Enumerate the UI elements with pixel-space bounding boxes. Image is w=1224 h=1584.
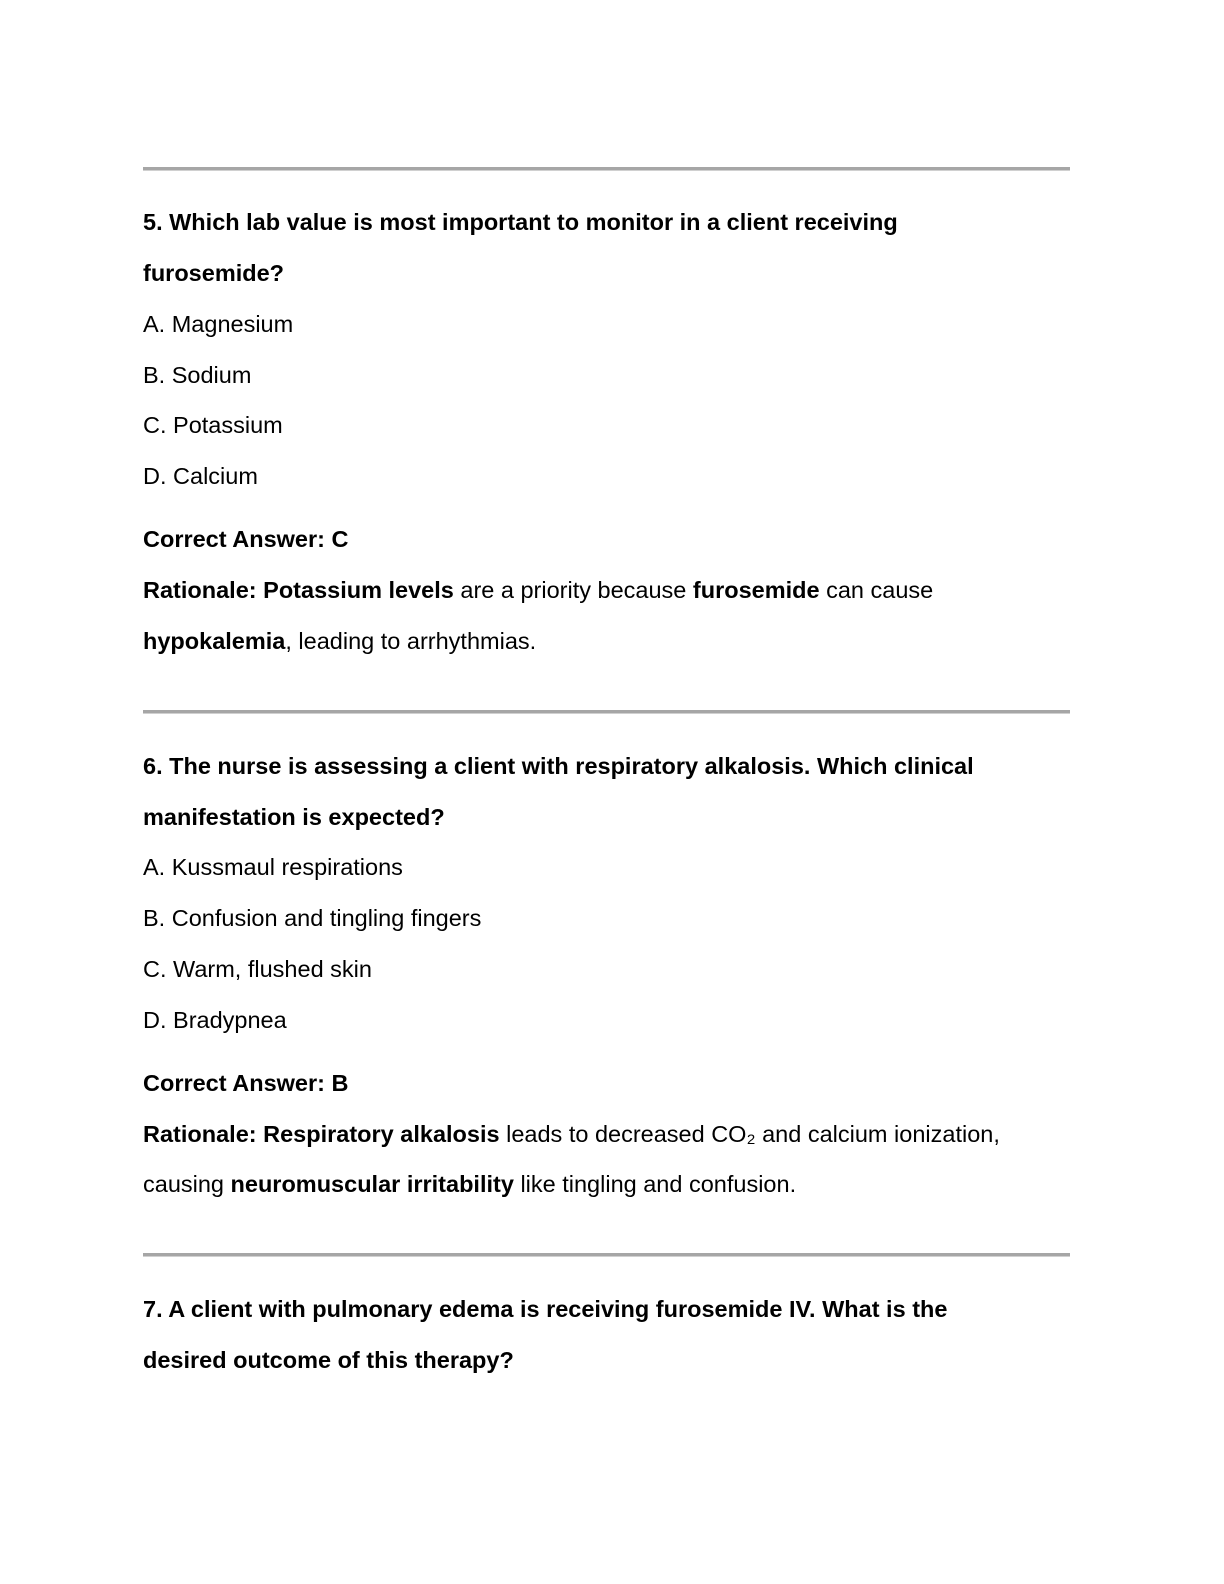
rationale-text: , leading to arrhythmias. bbox=[285, 628, 537, 654]
rationale-text: causing bbox=[143, 1171, 231, 1197]
rationale-text: leads to decreased CO₂ and calcium ionization, bbox=[499, 1121, 1000, 1147]
rationale-label: Rationale: bbox=[143, 1121, 257, 1147]
q6-rationale-line1 bbox=[143, 1119, 1000, 1149]
q7-question-line2: desired outcome of this therapy? bbox=[143, 1347, 514, 1373]
rationale-term: neuromuscular irritability bbox=[230, 1171, 514, 1197]
rationale-label: Rationale: bbox=[143, 577, 257, 603]
divider bbox=[143, 1253, 1070, 1256]
q6-question-line2: manifestation is expected? bbox=[143, 804, 445, 830]
rationale-term: Respiratory alkalosis bbox=[263, 1121, 500, 1147]
divider bbox=[143, 710, 1070, 713]
q5-rationale-line1 bbox=[143, 575, 933, 605]
rationale-text: are a priority because bbox=[453, 577, 693, 603]
q6-option-d: D. Bradypnea bbox=[143, 1007, 287, 1033]
q5-correct-answer: Correct Answer: C bbox=[143, 526, 349, 552]
rationale-term: furosemide bbox=[692, 577, 820, 603]
q5-question-line2: furosemide? bbox=[143, 260, 285, 286]
q5-option-d: D. Calcium bbox=[143, 463, 258, 489]
divider bbox=[143, 167, 1070, 170]
rationale-text: like tingling and confusion. bbox=[513, 1171, 797, 1197]
q7-question-line1: 7. A client with pulmonary edema is receiving furosemide IV. What is the bbox=[143, 1296, 948, 1322]
q6-option-c: C. Warm, flushed skin bbox=[143, 956, 372, 982]
q6-correct-answer: Correct Answer: B bbox=[143, 1070, 349, 1096]
q6-rationale-line2 bbox=[143, 1169, 796, 1199]
rationale-text: can cause bbox=[819, 577, 934, 603]
q5-option-b: B. Sodium bbox=[143, 362, 252, 388]
rationale-term: hypokalemia bbox=[143, 628, 286, 654]
q5-option-a: A. Magnesium bbox=[143, 311, 294, 337]
q5-option-c: C. Potassium bbox=[143, 412, 283, 438]
rationale-term: Potassium levels bbox=[263, 577, 454, 603]
q6-question-line1: 6. The nurse is assessing a client with respiratory alkalosis. Which clinical bbox=[143, 753, 974, 779]
q6-option-b: B. Confusion and tingling fingers bbox=[143, 905, 482, 931]
q6-option-a: A. Kussmaul respirations bbox=[143, 854, 403, 880]
q5-question-line1: 5. Which lab value is most important to monitor in a client receiving bbox=[143, 209, 898, 235]
q5-rationale-line2 bbox=[143, 626, 536, 656]
